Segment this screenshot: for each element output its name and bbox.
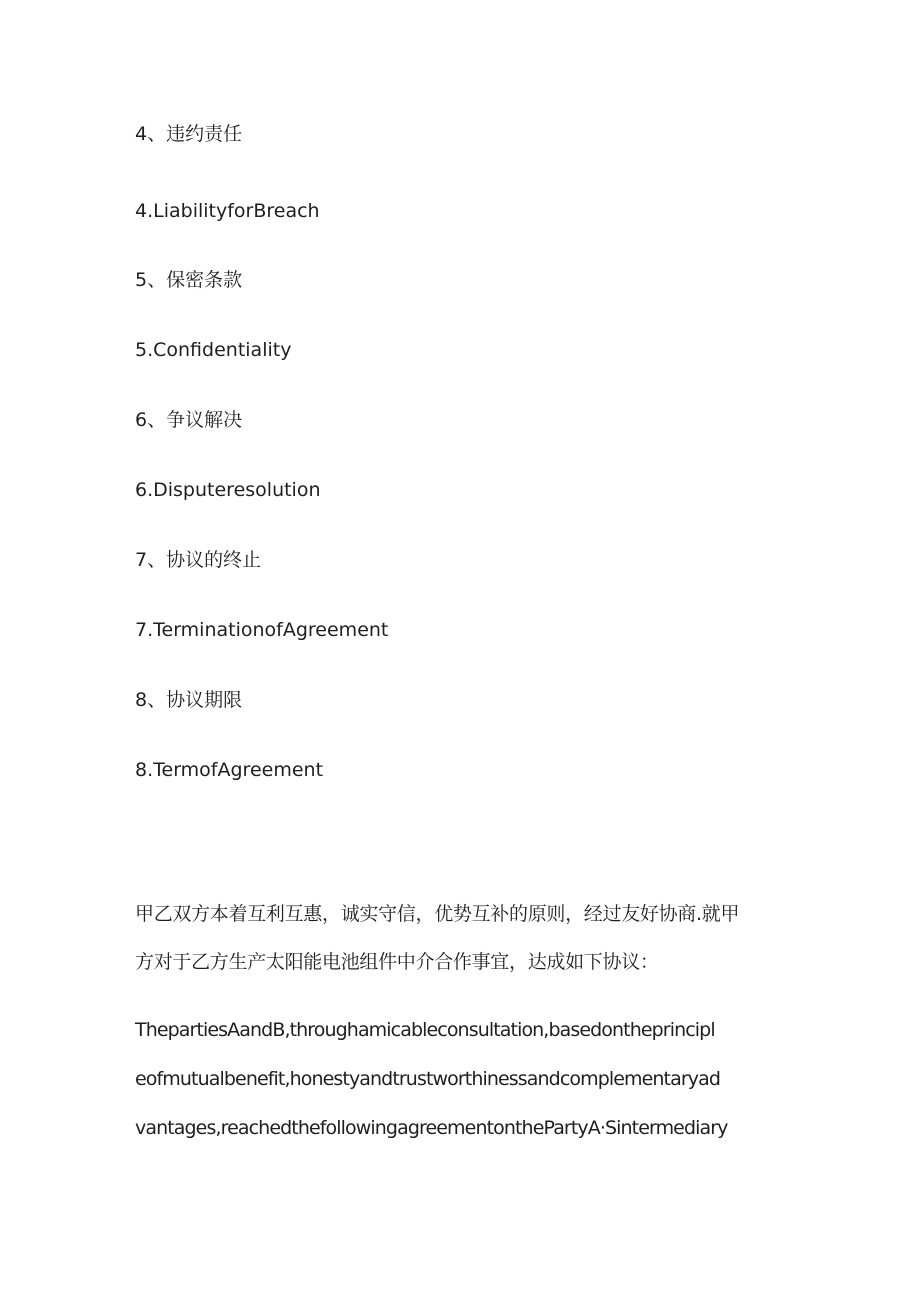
heading-4-en: 4.LiabilityforBreach <box>135 200 320 222</box>
heading-6-cn: 6、争议解决 <box>135 409 243 431</box>
paragraph-en-line: ThepartiesAandB,throughamicableconsultation,basedontheprincipl <box>135 1019 715 1041</box>
heading-5-en: 5.Confidentiality <box>135 339 292 361</box>
paragraph-cn-line: 甲乙双方本着互利互惠，诚实守信，优势互补的原则，经过友好协商.就甲 <box>135 903 740 925</box>
paragraph-en-line: eofmutualbenefit,honestyandtrustworthinessandcomplementaryad <box>135 1068 721 1090</box>
paragraph-en <box>135 1016 785 1146</box>
heading-4-cn: 4、违约责任 <box>135 123 243 145</box>
paragraph-cn-line: 方对于乙方生产太阳能电池组件中介合作事宜，达成如下协议： <box>135 951 659 973</box>
heading-5-cn: 5、保密条款 <box>135 269 243 291</box>
heading-7-en: 7.TerminationofAgreement <box>135 619 389 641</box>
heading-6-en: 6.Disputeresolution <box>135 479 321 501</box>
heading-7-cn: 7、协议的终止 <box>135 549 262 571</box>
paragraph-en-line: vantages,reachedthefollowingagreementonthePartyA·Sintermediary <box>135 1117 728 1139</box>
paragraph-cn <box>135 900 785 980</box>
heading-8-en: 8.TermofAgreement <box>135 759 324 781</box>
heading-8-cn: 8、协议期限 <box>135 689 243 711</box>
